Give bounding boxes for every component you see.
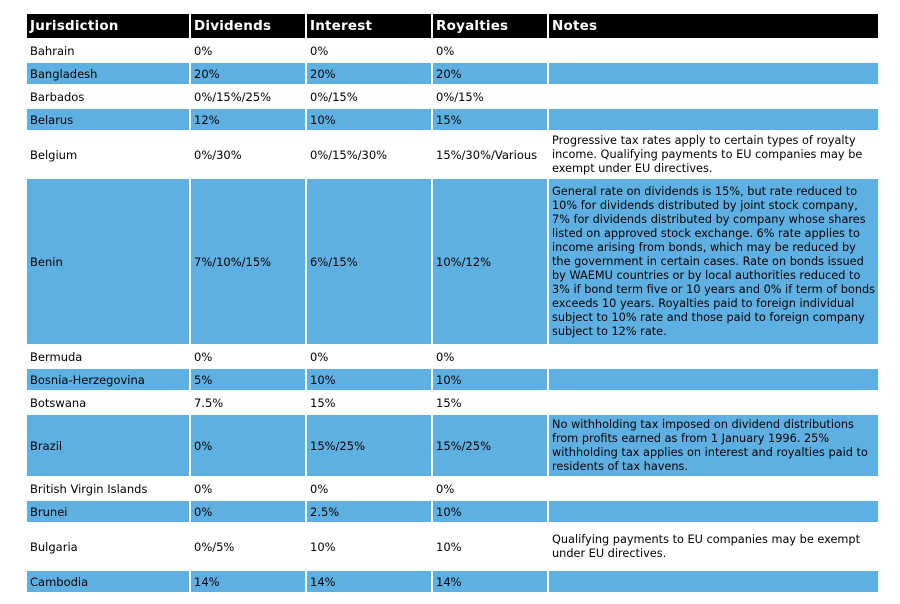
cell-notes	[549, 86, 878, 107]
cell-jurisdiction: Barbados	[30, 89, 85, 104]
cell-notes	[549, 63, 878, 84]
cell-royalties: 0%	[436, 481, 455, 496]
cell-dividends: 0%/30%	[194, 147, 242, 162]
cell-royalties: 10%	[436, 539, 462, 554]
cell-notes	[549, 501, 878, 522]
cell-royalties: 10%	[433, 369, 547, 390]
cell-royalties: 0%	[436, 349, 455, 364]
header-dividends: Dividends	[191, 14, 305, 38]
table-row	[27, 86, 878, 107]
cell-interest: 10%	[307, 109, 431, 130]
cell-dividends: 7.5%	[194, 395, 224, 410]
cell-jurisdiction: Benin	[27, 179, 189, 344]
table-row	[27, 478, 878, 499]
cell-interest: 6%/15%	[307, 179, 431, 344]
cell-notes	[549, 109, 878, 130]
table-row	[27, 415, 878, 476]
cell-interest: 0%	[310, 349, 329, 364]
cell-jurisdiction: Cambodia	[27, 571, 189, 592]
cell-notes: Progressive tax rates apply to certain types of royalty income. Qualifying payments to EU companies may be exempt under EU directives.	[552, 133, 863, 175]
cell-dividends: 0%/5%	[194, 539, 235, 554]
cell-dividends: 0%	[194, 481, 213, 496]
cell-jurisdiction: Bermuda	[30, 349, 83, 364]
table-row	[27, 524, 878, 569]
cell-dividends: 0%	[194, 43, 213, 58]
cell-interest: 15%/25%	[307, 415, 431, 476]
table-row	[27, 109, 878, 130]
cell-royalties: 15%	[436, 395, 462, 410]
cell-jurisdiction: British Virgin Islands	[30, 481, 148, 496]
cell-dividends: 0%/15%/25%	[194, 89, 272, 104]
table-row	[27, 346, 878, 367]
table-header-row	[27, 14, 878, 38]
table-row	[27, 132, 878, 177]
cell-dividends: 0%	[191, 415, 305, 476]
cell-notes	[549, 346, 878, 367]
cell-interest: 0%/15%	[310, 89, 358, 104]
table-row	[27, 63, 878, 84]
cell-dividends: 20%	[191, 63, 305, 84]
header-jurisdiction: Jurisdiction	[27, 14, 189, 38]
cell-royalties: 10%	[433, 501, 547, 522]
cell-interest: 10%	[307, 369, 431, 390]
table-row	[27, 571, 878, 592]
cell-royalties: 15%	[433, 109, 547, 130]
cell-jurisdiction: Brazil	[27, 415, 189, 476]
cell-notes: Qualifying payments to EU companies may be exempt under EU directives.	[552, 532, 861, 560]
cell-notes: General rate on dividends is 15%, but rate reduced to 10% for dividends distributed by joint stock company, 7% for dividends distributed by company whose shares listed on approved stock exchange. 6% rate applies to income arising from bonds, which may be reduced by the government in certain cases. Rate on bonds issued by WAEMU countries or by local authorities reduced to 3% if bond term five or 10 years and 0% if term of bonds exceeds 10 years. Royalties paid to foreign individual subject to 10% rate and those paid to foreign company subject to 12% rate.	[549, 179, 878, 344]
cell-notes: No withholding tax imposed on dividend distributions from profits earned as from 1 January 1996. 25% withholding tax applies on interest and royalties paid to residents of tax havens.	[549, 415, 878, 476]
cell-royalties: 10%/12%	[433, 179, 547, 344]
cell-jurisdiction: Belgium	[30, 147, 78, 162]
table-row	[27, 179, 878, 344]
cell-interest: 15%	[310, 395, 336, 410]
cell-notes	[549, 369, 878, 390]
cell-dividends: 0%	[194, 349, 213, 364]
withholding-tax-table	[25, 12, 880, 594]
table-row	[27, 40, 878, 61]
cell-jurisdiction: Brunei	[27, 501, 189, 522]
cell-royalties: 0%	[436, 43, 455, 58]
cell-jurisdiction: Bulgaria	[30, 539, 78, 554]
table-row	[27, 501, 878, 522]
cell-jurisdiction: Bosnia-Herzegovina	[27, 369, 189, 390]
cell-notes	[549, 478, 878, 499]
cell-jurisdiction: Botswana	[30, 395, 87, 410]
cell-dividends: 0%	[191, 501, 305, 522]
cell-dividends: 14%	[191, 571, 305, 592]
tax-rates-table-container	[27, 14, 882, 592]
header-royalties: Royalties	[433, 14, 547, 38]
cell-notes	[549, 40, 878, 61]
table-row	[27, 392, 878, 413]
cell-dividends: 5%	[191, 369, 305, 390]
cell-jurisdiction: Belarus	[27, 109, 189, 130]
cell-jurisdiction: Bangladesh	[27, 63, 189, 84]
cell-jurisdiction: Bahrain	[30, 43, 75, 58]
cell-royalties: 15%/25%	[433, 415, 547, 476]
cell-interest: 0%	[310, 481, 329, 496]
cell-royalties: 0%/15%	[436, 89, 484, 104]
cell-interest: 0%/15%/30%	[310, 147, 388, 162]
cell-dividends: 7%/10%/15%	[191, 179, 305, 344]
header-interest: Interest	[307, 14, 431, 38]
cell-notes	[549, 571, 878, 592]
cell-royalties: 15%/30%/Various	[436, 147, 538, 162]
header-notes: Notes	[549, 14, 878, 38]
cell-notes	[549, 392, 878, 413]
cell-interest: 14%	[307, 571, 431, 592]
cell-royalties: 14%	[433, 571, 547, 592]
cell-dividends: 12%	[191, 109, 305, 130]
cell-interest: 20%	[307, 63, 431, 84]
cell-interest: 0%	[310, 43, 329, 58]
cell-interest: 2.5%	[307, 501, 431, 522]
cell-royalties: 20%	[433, 63, 547, 84]
cell-interest: 10%	[310, 539, 336, 554]
table-row	[27, 369, 878, 390]
